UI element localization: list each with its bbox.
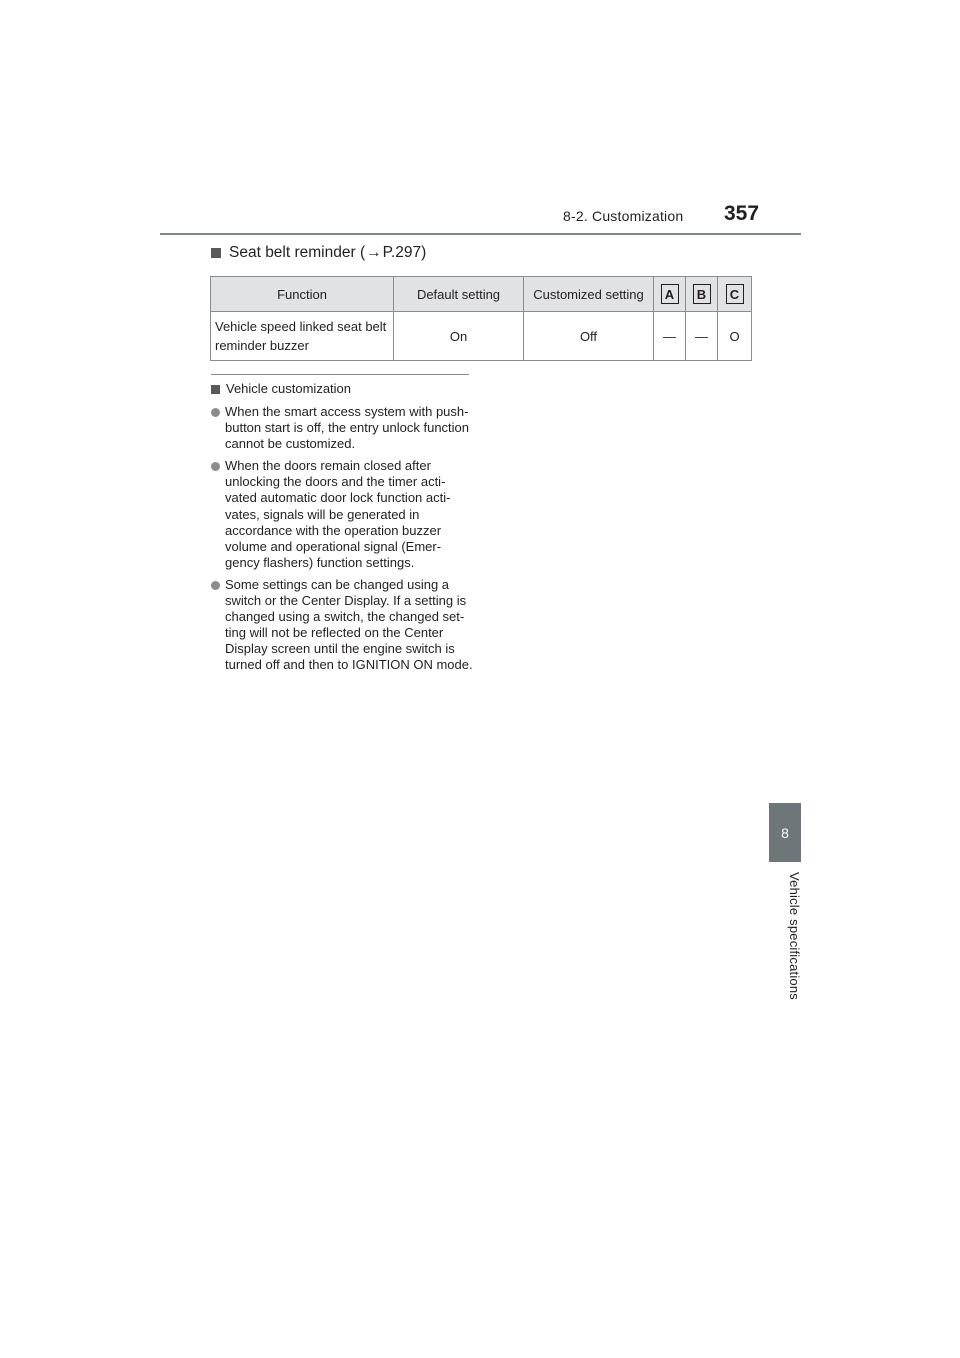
circle-bullet-icon bbox=[211, 581, 220, 590]
notes-divider bbox=[211, 374, 469, 375]
square-bullet-icon bbox=[211, 248, 221, 258]
letter-c-icon: C bbox=[726, 284, 744, 304]
circle-bullet-icon bbox=[211, 408, 220, 417]
table-header-row bbox=[211, 277, 752, 312]
header-customized-setting: Customized setting bbox=[524, 277, 654, 312]
square-bullet-icon bbox=[211, 385, 220, 394]
notes-heading-text: Vehicle customization bbox=[226, 380, 352, 396]
circle-bullet-icon bbox=[211, 462, 220, 471]
header-divider bbox=[160, 233, 801, 235]
section-header: 8-2. Customization bbox=[563, 208, 684, 224]
header-default-setting: Default setting bbox=[394, 277, 524, 312]
cell-default: On bbox=[394, 312, 524, 361]
table-row bbox=[211, 312, 752, 361]
chapter-number: 8 bbox=[781, 824, 789, 841]
notes-block bbox=[211, 380, 473, 674]
section-heading bbox=[211, 244, 426, 262]
list-item bbox=[211, 404, 473, 452]
cell-customized: Off bbox=[524, 312, 654, 361]
cell-b: — bbox=[686, 312, 718, 361]
section-title-close: ) bbox=[421, 244, 427, 261]
header-col-b bbox=[686, 277, 718, 312]
letter-b-icon: B bbox=[693, 284, 711, 304]
cell-a: — bbox=[654, 312, 686, 361]
page-reference-link[interactable]: P.297 bbox=[382, 244, 422, 261]
settings-table bbox=[210, 276, 752, 361]
header-col-a bbox=[654, 277, 686, 312]
note-text: Some settings can be changed using a switch or the Center Display. If a setting is changed using a switch, the changed set-ting will not be reflected on the Center Display screen until the engine switch is turned off and then to IGNITION ON mode. bbox=[225, 576, 473, 673]
note-text: When the doors remain closed after unlocking the doors and the timer acti-vated automatic door lock function acti-vates, signals will be generated in accordance with the operation buzzer volume and operational signal (Emer-gency flashers) function settings. bbox=[225, 458, 451, 570]
letter-a-icon: A bbox=[661, 284, 679, 304]
header-function: Function bbox=[211, 277, 394, 312]
cell-c: O bbox=[718, 312, 752, 361]
notes-heading bbox=[211, 380, 473, 398]
section-title: Seat belt reminder ( bbox=[229, 244, 366, 261]
header-col-c bbox=[718, 277, 752, 312]
page-number: 357 bbox=[724, 202, 760, 225]
list-item bbox=[211, 458, 473, 571]
chapter-tab[interactable] bbox=[769, 803, 801, 862]
note-text: When the smart access system with push-button start is off, the entry unlock function cannot be customized. bbox=[225, 404, 470, 452]
list-item bbox=[211, 577, 473, 674]
chapter-title: Vehicle specifications bbox=[787, 872, 802, 1000]
arrow-icon: → bbox=[366, 244, 382, 261]
cell-function: Vehicle speed linked seat belt reminder buzzer bbox=[211, 312, 394, 361]
